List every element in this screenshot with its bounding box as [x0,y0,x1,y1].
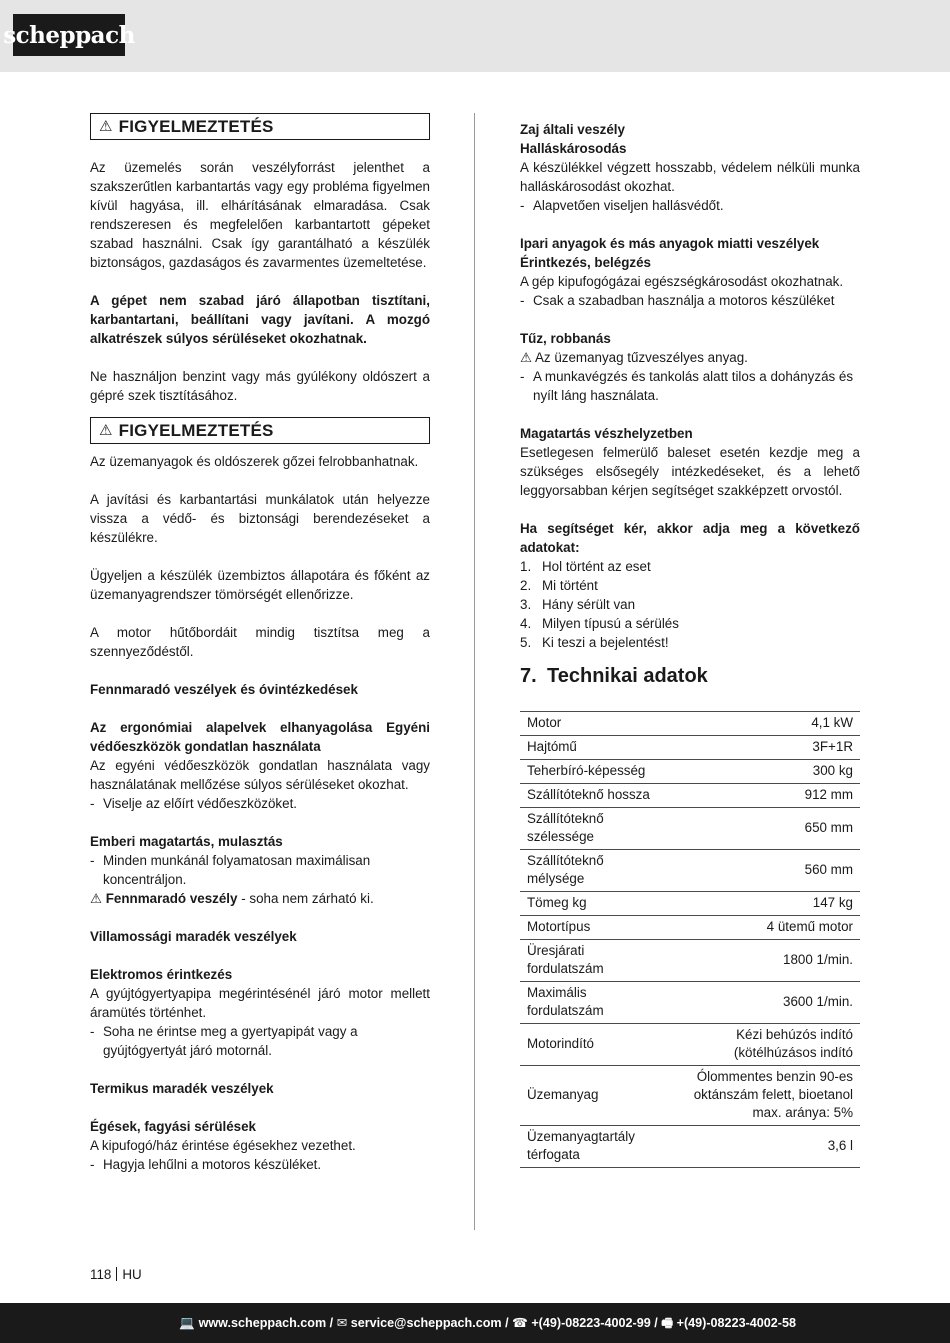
table-row: Maximális fordulatszám 3600 1/min. [520,982,860,1024]
list-item: 3. Hány sérült van [520,597,636,612]
table-row: Üresjárati fordulatszám 1800 1/min. [520,940,860,982]
dash-item: - Alapvetően viseljen hallásvédőt. [520,198,724,213]
warning-icon: ⚠ [99,422,113,439]
paragraph: A motor hűtőbordáit mindig tisztítsa meg a szennyeződéstől. [90,625,430,659]
subheading: Ipari anyagok és más anyagok miatti veszélyek [520,236,820,251]
subheading: Halláskárosodás [520,141,627,156]
dash-item: - Viselje az előírt védőeszközöket. [90,796,298,811]
dash-item: - Minden munkánál folyamatosan maximálisan koncentráljon. [90,853,371,887]
warning-icon: ⚠ [520,350,533,365]
computer-icon: 💻 [179,1315,199,1330]
subheading: Magatartás vészhelyzetben [520,426,693,441]
residual-warning: ⚠ Fennmaradó veszély - soha nem zárható ki. [90,891,374,906]
warning-icon: ⚠ [99,118,113,135]
subheading: Az ergonómiai alapelvek elhanyagolása Egyéni védőeszközök gondatlan használata [90,720,430,754]
table-row: Szállítóteknő mélysége 560 mm [520,850,860,892]
table-row: Hajtómű 3F+1R [520,736,860,760]
paragraph: Az egyéni védőeszközök gondatlan használata vagy használatának mellőzése súlyos sérüléseket okozhat. [90,758,430,792]
table-row: Szállítóteknő szélessége 650 mm [520,808,860,850]
subheading: Emberi magatartás, mulasztás [90,834,283,849]
list-item: 5. Ki teszi a bejelentést! [520,635,669,650]
subheading: Termikus maradék veszélyek [90,1081,274,1096]
table-row: Tömeg kg 147 kg [520,892,860,916]
paragraph: A kipufogó/ház érintése égésekhez vezethet. [90,1138,356,1153]
paragraph: Az üzemanyagok és oldószerek gőzei felrobbanhatnak. [90,454,419,469]
fax-number: +(49)-08223-4002-58 [676,1315,796,1330]
paragraph-bold: A gépet nem szabad járó állapotban tisztítani, karbantartani, beállítani vagy javítani. A mozgó alkatrészek súlyos sérüléseket okozhatnak. [90,293,430,346]
subheading: Tűz, robbanás [520,331,611,346]
fire-warning: ⚠ Az üzemanyag tűzveszélyes anyag. [520,350,748,365]
page-number: 118 HU [90,1267,142,1282]
subheading: Érintkezés, belégzés [520,255,651,270]
paragraph: Ne használjon benzint vagy más gyúlékony oldószert a gépré szek tisztításához. [90,369,430,403]
email-icon: ✉ [336,1315,351,1330]
section-heading: Fennmaradó veszélyek és óvintézkedések [90,682,358,697]
footer-bar: 💻 www.scheppach.com / ✉ service@scheppach.com / ☎ +(49)-08223-4002-99 / 🖷 +(49)-08223-4002-58 [0,1303,950,1343]
right-column [520,120,860,1168]
table-row: Üzemanyagtartály térfogata 3,6 l [520,1126,860,1168]
dash-item: - Soha ne érintse meg a gyertyapipát vagy a gyújtógyertyát járó motornál. [90,1024,358,1058]
phone-number: +(49)-08223-4002-99 [531,1315,651,1330]
subheading: Elektromos érintkezés [90,967,233,982]
table-row: Motor 4,1 kW [520,712,860,736]
email-link[interactable]: service@scheppach.com [350,1315,502,1330]
paragraph: Az üzemelés során veszélyforrást jelenthet a szakszerűtlen karbantartás vagy egy probléma figyelmen kívül hagyása, ill. elhárításának elmaradása. Csak rendszeresen és megfelelően karbantartott gépeket szabad használni. Csak így garantálható a készülék biztonságos, gazdaságos és zavarmentes üzemeltetése. [90,160,430,270]
subheading: Zaj általi veszély [520,122,625,137]
dash-item: - A munkavégzés és tankolás alatt tilos a dohányzás és nyílt láng használata. [520,369,854,403]
table-row: Teherbíró-képesség 300 kg [520,760,860,784]
header-band [0,0,950,72]
warning-title: FIGYELMEZTETÉS [118,421,274,440]
paragraph: A javítási és karbantartási munkálatok után helyezze vissza a védő- és biztonsági berendezéseket a készülékre. [90,492,430,545]
table-row: Motorindító Kézi behúzós indító (kötélhúzásos indító [520,1024,860,1066]
left-column [90,113,430,1174]
phone-icon: ☎ [512,1315,532,1330]
warning-box [90,417,430,444]
list-item: 2. Mi történt [520,578,598,593]
paragraph: Esetlegesen felmerülő baleset esetén kezdje meg a szükséges elsősegély intézkedéseket, és a lehető leggyorsabban kérjen segítséget szakképzett orvostól. [520,445,860,498]
paragraph: A gép kipufogógázai egészségkárosodást okozhatnak. [520,274,844,289]
paragraph: A gyújtógyertyapipa megérintésénél járó motor mellett áramütés történhet. [90,986,430,1020]
warning-title: FIGYELMEZTETÉS [118,117,274,136]
list-item: 4. Milyen típusú a sérülés [520,616,679,631]
list-item: 1. Hol történt az eset [520,559,651,574]
section-title: 7. Technikai adatok [520,665,708,687]
subheading: Ha segítséget kér, akkor adja meg a következő adatokat: [520,521,860,555]
table-row: Motortípus 4 ütemű motor [520,916,860,940]
fax-icon: 🖷 [661,1315,677,1330]
table-row: Üzemanyag Ólommentes benzin 90-es oktánszám felett, bioetanol max. aránya: 5% [520,1066,860,1126]
warning-icon: ⚠ [90,891,103,906]
spec-table [520,711,860,1168]
table-row: Szállítóteknő hossza 912 mm [520,784,860,808]
paragraph: A készülékkel végzett hosszabb, védelem nélküli munka halláskárosodást okozhat. [520,160,860,194]
dash-item: - Csak a szabadban használja a motoros készüléket [520,293,835,308]
warning-box [90,113,430,140]
subheading: Égések, fagyási sérülések [90,1119,257,1134]
brand-logo: scheppach [13,14,125,56]
website-link[interactable]: www.scheppach.com [198,1315,327,1330]
column-divider [474,113,475,1230]
dash-item: - Hagyja lehűlni a motoros készüléket. [90,1157,322,1172]
subheading: Villamossági maradék veszélyek [90,929,297,944]
paragraph: Ügyeljen a készülék üzembiztos állapotára és főként az üzemanyagrendszer tömörségét ellenőrizze. [90,568,430,602]
